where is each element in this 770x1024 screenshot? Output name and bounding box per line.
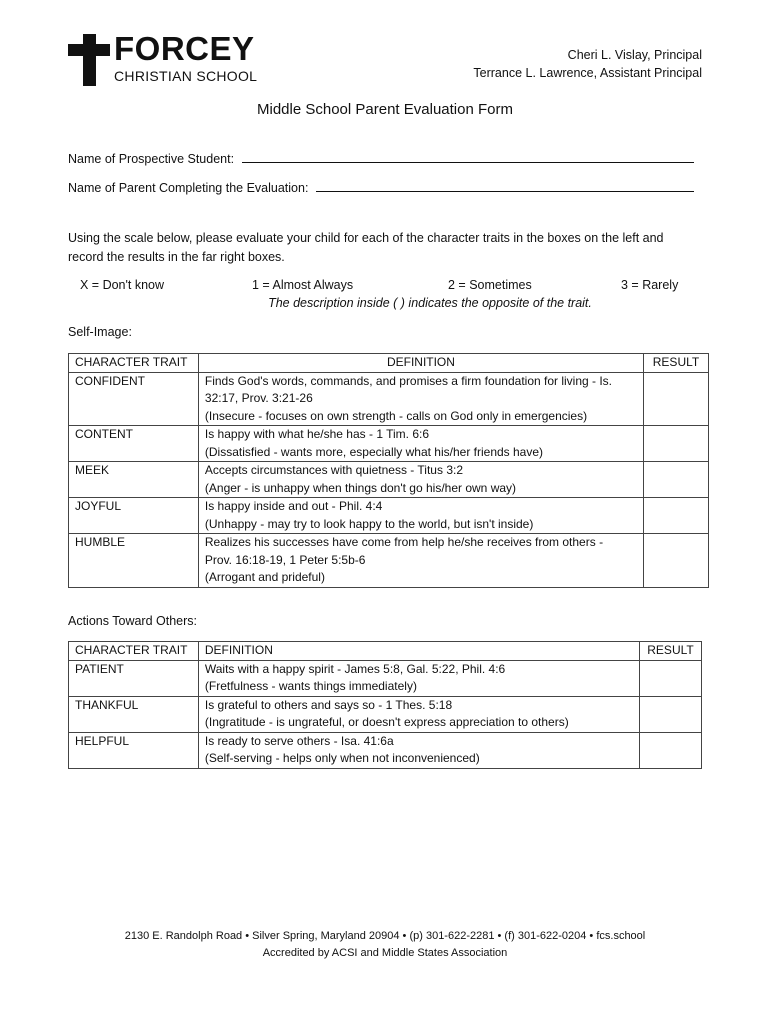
trait-cell: JOYFUL [69, 498, 199, 534]
definition-line: Realizes his successes have come from help he/she receives from others - [204, 535, 604, 549]
table-header-row [69, 354, 709, 373]
table-row [69, 732, 702, 768]
definition-cell [198, 660, 639, 696]
table-row [69, 372, 709, 426]
definition-line: Waits with a happy spirit - James 5:8, Gal. 5:22, Phil. 4:6 [204, 661, 506, 676]
definition-cell [198, 696, 639, 732]
table-row [69, 426, 709, 462]
parent-name-label: Name of Parent Completing the Evaluation: [68, 181, 309, 195]
definition-line: (Insecure - focuses on own strength - calls on God only in emergencies) [204, 408, 588, 423]
definition-cell [198, 462, 643, 498]
trait-cell: PATIENT [69, 660, 199, 696]
table-row [69, 498, 709, 534]
definition-line: (Arrogant and prideful) [204, 570, 325, 584]
trait-cell: CONFIDENT [69, 372, 199, 426]
result-cell[interactable] [644, 462, 709, 498]
definition-line: (Dissatisfied - wants more, especially what his/her friends have) [204, 444, 544, 459]
instructions-line: Using the scale below, please evaluate your child for each of the character traits in the boxes on the left and [68, 231, 664, 245]
trait-cell: MEEK [69, 462, 199, 498]
table-row [69, 462, 709, 498]
section-heading: Actions Toward Others: [68, 614, 197, 628]
cross-icon [83, 34, 96, 86]
scale-legend [80, 278, 710, 296]
definition-line: Is ready to serve others - Isa. 41:6a [204, 733, 394, 748]
definition-line: Accepts circumstances with quietness - Titus 3:2 [204, 463, 463, 477]
definition-line: (Self-serving - helps only when not inconvenienced) [204, 751, 480, 765]
trait-cell: CONTENT [69, 426, 199, 462]
self-image-table [68, 353, 709, 588]
definition-line: Prov. 16:18-19, 1 Peter 5:5b-6 [204, 552, 366, 567]
result-cell[interactable] [644, 534, 709, 588]
result-cell[interactable] [639, 732, 701, 768]
result-cell[interactable] [644, 426, 709, 462]
scale-note: The description inside ( ) indicates the opposite of the trait. [268, 296, 592, 310]
col-definition-header: DEFINITION [198, 354, 643, 373]
definition-line: (Ingratitude - is ungrateful, or doesn't express appreciation to others) [204, 715, 569, 729]
table-row [69, 534, 709, 588]
section-heading: Self-Image: [68, 325, 132, 339]
col-result-header: RESULT [639, 642, 701, 661]
footer-address: 2130 E. Randolph Road • Silver Spring, Maryland 20904 • (p) 301-622-2281 • (f) 301-622-0204 • fcs.school [124, 930, 646, 942]
actions-table [68, 641, 702, 769]
page-title: Middle School Parent Evaluation Form [257, 101, 513, 118]
parent-name-field[interactable] [68, 181, 694, 195]
result-cell[interactable] [644, 498, 709, 534]
definition-cell [198, 426, 643, 462]
footer-accreditation: Accredited by ACSI and Middle States Association [262, 947, 508, 959]
definition-line: Is happy inside and out - Phil. 4:4 [204, 499, 383, 513]
definition-line: (Unhappy - may try to look happy to the world, but isn't inside) [204, 516, 534, 531]
instructions-line: record the results in the far right boxes. [68, 250, 285, 264]
assistant-principal-name: Terrance L. Lawrence, Assistant Principal [473, 66, 702, 80]
col-trait-header: CHARACTER TRAIT [69, 354, 199, 373]
definition-line: 32:17, Prov. 3:21-26 [204, 391, 313, 405]
table-header-row [69, 642, 702, 661]
definition-line: Finds God's words, commands, and promises a firm foundation for living - Is. [204, 373, 613, 388]
result-cell[interactable] [639, 696, 701, 732]
definition-cell [198, 372, 643, 426]
definition-line: Is happy with what he/she has - 1 Tim. 6:6 [204, 427, 430, 441]
student-name-field[interactable] [68, 152, 694, 166]
col-trait-header: CHARACTER TRAIT [69, 642, 199, 661]
student-name-line[interactable] [242, 152, 694, 163]
definition-cell [198, 534, 643, 588]
definition-line: (Anger - is unhappy when things don't go his/her own way) [204, 480, 517, 495]
parent-name-line[interactable] [316, 181, 694, 192]
trait-cell: HELPFUL [69, 732, 199, 768]
table-row [69, 696, 702, 732]
definition-line: (Fretfulness - wants things immediately) [204, 679, 417, 693]
result-cell[interactable] [644, 372, 709, 426]
scale-x: X = Don't know [80, 278, 165, 292]
definition-cell [198, 732, 639, 768]
scale-3: 3 = Rarely [621, 278, 679, 292]
definition-line: Is grateful to others and says so - 1 Thes. 5:18 [204, 697, 453, 712]
logo-name: FORCEY [114, 30, 255, 67]
trait-cell: HUMBLE [69, 534, 199, 588]
definition-cell [198, 498, 643, 534]
col-definition-header: DEFINITION [198, 642, 639, 661]
trait-cell: THANKFUL [69, 696, 199, 732]
result-cell[interactable] [639, 660, 701, 696]
principal-name: Cheri L. Vislay, Principal [567, 48, 702, 62]
cross-icon-bar [68, 44, 110, 56]
student-name-label: Name of Prospective Student: [68, 152, 235, 166]
school-logo [66, 30, 266, 90]
col-result-header: RESULT [644, 354, 709, 373]
logo-subtitle: CHRISTIAN SCHOOL [114, 68, 258, 84]
table-row [69, 660, 702, 696]
scale-2: 2 = Sometimes [448, 278, 532, 292]
instructions [68, 229, 708, 267]
scale-1: 1 = Almost Always [252, 278, 354, 292]
